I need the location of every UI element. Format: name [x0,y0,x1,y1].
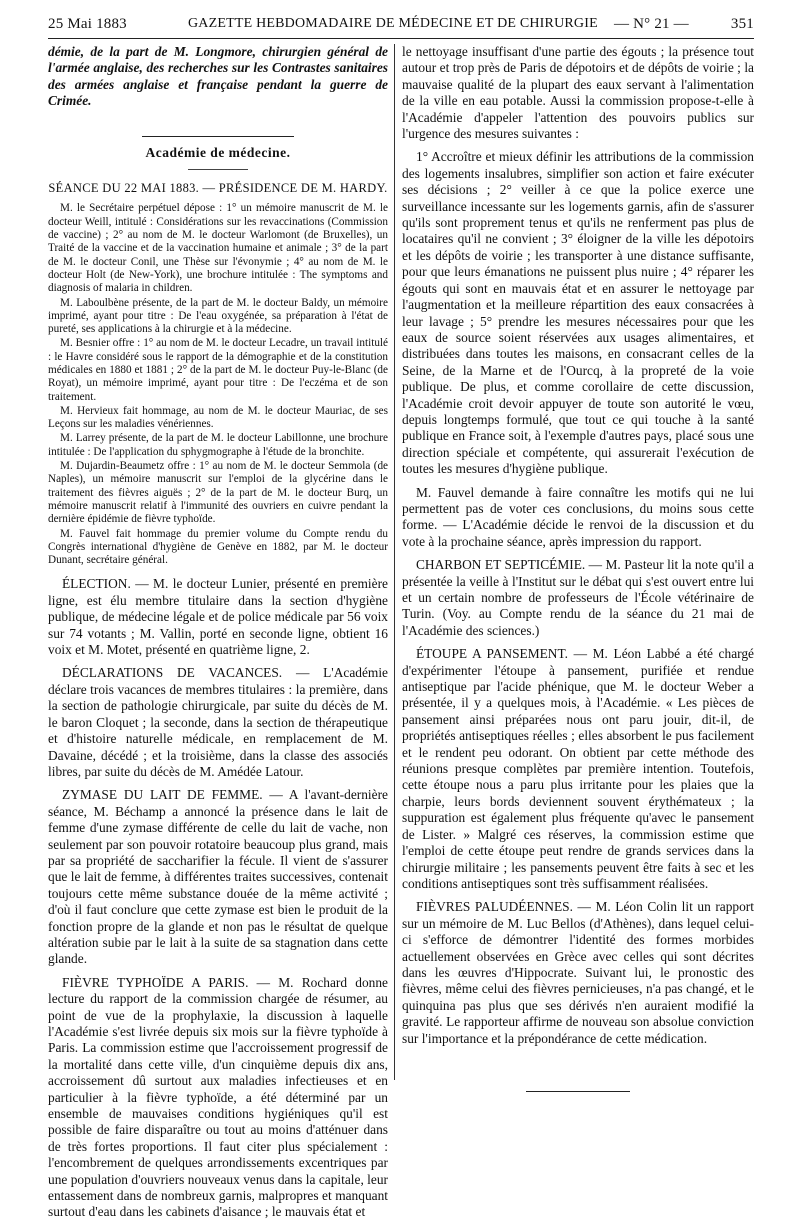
zymase-paragraph: ZYMASE DU LAIT DE FEMME. — A l'avant-dernière séance, M. Béchamp a annoncé la présence dans le lait de femme d'une zymase différente de celle du lait de vache, non seulement par son pouvoir rotatoire beaucoup plus grand, mais par sa propriété de saccharifier la fécule. Il vient de s'assurer que le lait de femme, à différentes traites successives, contenait toujours cette même substance douée de la même activité ; d'où il faut conclure que cette zymase est bien le produit de la fonction propre de la glande et non pas le résultat de quelque altération subie par le lait à la suite de sa stagnation dans cette glande. [48,787,388,967]
etoupe-paragraph: ÉTOUPE A PANSEMENT. — M. Léon Labbé a été chargé d'expérimenter l'étoupe à pansement, purifiée et rendue antiseptique par l'acide phénique, que M. le docteur Weber a présentée, il y a quelques mois, à l'Académie. « Les pièces de pansement ainsi préparées nous ont paru jouir, dit-il, de propriétés antiseptiques réelles ; elles absorbent le pus facilement et le rendent peu odorant. On obtient par cette méthode des réunions presque complètes par première intention. Toutefois, cette étoupe nous a paru plus irritante pour les plaies que la charpie, leurs bords deviennent souvent érythémateux ; la suppuration est également plus fréquente qu'avec le pansement de Lister. » Malgré ces réserves, la commission estime que l'emploi de cette étoupe peut rendre de grands services dans la chirurgie militaire ; les pansements peuvent être faits à sec et les conditions antiseptiques sont très suffisamment réalisées. [402,646,754,891]
fievres-paragraph: FIÈVRES PALUDÉENNES. — M. Léon Colin lit un rapport sur un mémoire de M. Luc Bellos (d'Athènes), dans lequel celui-ci s'efforce de démontrer l'identité des formes morbides actuellement observées en Grèce avec celles qui sont décrites dans les œuvres d'Hippocrate. Suivant lui, le pronostic des fièvres, même celui des fièvres pernicieuses, n'a pas changé, et le quinquina pas plus que ses dérivés n'en auraient modifié la gravité. Le rapporteur affirme de nouveau son absolue conviction sur l'importance et la prépondérance de cette médication. [402,899,754,1046]
section-separator [142,136,294,137]
typhoid-paragraph: FIÈVRE TYPHOÏDE A PARIS. — M. Rochard donne lecture du rapport de la commission chargée de résumer, au point de vue de la prophylaxie, la discussion à laquelle l'Académie s'est livrée depuis six mois sur la fièvre typhoïde à Paris. La commission estime que l'accroissement progressif de la mortalité dans cette ville, d'un cinquième depuis dix ans, accroissement dû surtout aux maladies infectieuses et en particulier à la fièvre typhoïde, a été déterminé par un ensemble de mauvaises conditions hygiéniques qu'il est possible de faire disparaître ou tout au moins d'atténuer dans de très fortes proportions. Il faut citer plus spécialement : l'encombrement de quelques arrondissements excentriques par une population d'ouvriers nouveaux venus dans la capitale, leur entassement dans de nombreux garnis, malpropres et manquant surtout d'eau dans les cabinets d'aisance ; le mauvais état et [48,974,388,1220]
fauvel-paragraph: M. Fauvel demande à faire connaître les motifs qui ne lui permettent pas de voter ces conclusions, du moins sous cette forme. — L'Académie décide le renvoi de la discussion et du vote à la prochaine séance, après impression du rapport. [402,484,754,549]
running-header [48,12,754,36]
header-rule [48,38,754,39]
note-item: M. Besnier offre : 1° au nom de M. le docteur Lecadre, un travail intitulé : le Havre considéré sous le rapport de la démographie et de la constitution médicales en 1880 et 1881 ; 2° de la part de M. le docteur Puy-le-Blanc (de Royat), un mémoire imprimé, ayant pour titre : De l'eczéma et de son traitement. [48,337,388,403]
issue-number: — N° 21 — [614,16,689,32]
notes-block [48,202,388,567]
charbon-paragraph: CHARBON ET SEPTICÉMIE. — M. Pasteur lit la note qu'il a présentée la veille à l'Institut sur le débat qui s'est ouvert entre lui et un certain nombre de professeurs de l'École vétérinaire de Turin. (Voy. au Compte rendu de la séance du 21 mai de l'Académie des sciences.) [402,557,754,638]
election-paragraph: ÉLECTION. — M. le docteur Lunier, présenté en première ligne, est élu membre titulaire dans la section d'hygiène publique, de médecine légale et de police médicale par 56 voix sur 74 votants ; M. Vallin, porté en seconde ligne, obtient 16 voix et M. Motet, présenté en quatrième ligne, 2. [48,576,388,658]
section-title: Académie de médecine. [145,144,291,160]
journal-title: GAZETTE HEBDOMADAIRE DE MÉDECINE ET DE CHIRURGIE [188,16,598,31]
issue-date: 25 Mai 1883 [48,16,127,32]
note-item: M. le Secrétaire perpétuel dépose : 1° un mémoire manuscrit de M. le docteur Weill, intitulé : Considérations sur les revaccinations (Commission de vaccine) ; 2° au nom de M. le docteur Warlomont (de Bruxelles), un Traité de la vaccine et de la vaccination humaine et animale ; 3° de la part de M. le docteur Conil, une Thèse sur l'évonymie ; 4° au nom de M. le docteur Holt (de New-York), une brochure intitulée : The symptoms and diagnosis of malaria in children. [48,202,388,295]
page-number: 351 [730,16,754,32]
note-item: M. Larrey présente, de la part de M. le docteur Labillonne, une brochure intitulée : De l'application du sphygmographe à l'étude de la bronchite. [48,432,388,458]
intro-paragraph: démie, de la part de M. Longmore, chirurgien général de l'armée anglaise, des recherches sur les Contrastes sanitaires des armées anglaise et française pendant la guerre de Crimée. [48,44,388,109]
measures-paragraph: 1° Accroître et mieux définir les attributions de la commission des logements insalubres, simplifier son action et faire exécuter ses décisions ; 2° veiller à ce que la police exerce une surveillance incessante sur les logements garnis, afin de s'assurer qu'ils sont proprement tenus et qu'ils ne renferment pas plus de locataires qu'il ne convient ; 3° éloigner de la ville les dépotoirs et les dépôts de voirie ; les transporter à une distance suffisante, pour que leurs émanations ne puissent plus nuire ; 4° réparer les égouts qui sont en mauvais état et en assurer le nettoyage par l'augmentation et la meilleure répartition des eaux consacrées à leur lavage ; 5° prendre les mesures nécessaires pour que les eaux de source soient réservées aux usages alimentaires, et distribuées dans toutes les maisons, en consacrant celles de la Seine, de la Marne et de l'Ourcq, à la propreté de la voie publique. De plus, et comme corollaire de cette discussion, l'Académie croit devoir appuyer de toute son autorité le vœu, depuis longtemps formulé, que tout ce qui touche à la santé publique en France soit, à l'exemple d'autres pays, placé sous une direction spéciale et compétente, qui assurerait l'exécution de toutes les mesures d'hygiène publique. [402,149,754,477]
session-line: SÉANCE DU 22 MAI 1883. — PRÉSIDENCE DE M. HARDY. [48,181,388,196]
end-rule [526,1091,630,1092]
vacancies-paragraph: DÉCLARATIONS DE VACANCES. — L'Académie déclare trois vacances de membres titulaires : la première, dans la section de pathologie chirurgicale, par suite du décès de M. le baron Cloquet ; la seconde, dans la section de thérapeutique et d'histoire naturelle médicale, en remplacement de M. Davaine, décédé ; et la troisième, dans la classe des associés libres, par suite du décès de M. Amédée Latour. [48,665,388,779]
note-item: M. Fauvel fait hommage du premier volume du Compte rendu du Congrès international d'hygiène de Genève en 1882, par M. le docteur Dunant, secrétaire général. [48,527,388,567]
column-divider [394,44,395,1080]
continuation-paragraph: le nettoyage insuffisant d'une partie des égouts ; la présence tout autour et trop près de Paris de dépotoirs et de dépôts de voirie ; la mauvaise qualité de la plupart des eaux servant à l'alimentation de la ville en eau potable. Aussi la commission propose-t-elle à l'Académie d'appeler l'attention des pouvoirs publics sur l'urgence des mesures suivantes : [402,44,754,142]
title-underline [188,169,248,170]
left-column [48,44,388,1228]
note-item: M. Hervieux fait hommage, au nom de M. le docteur Mauriac, de ses Leçons sur les maladies vénériennes. [48,404,388,431]
note-item: M. Dujardin-Beaumetz offre : 1° au nom de M. le docteur Semmola (de Naples), un mémoire manuscrit sur l'emploi de la glycérine dans le traitement des fièvres aiguës ; 2° de la part de M. le docteur Burq, un mémoire manuscrit relatif à l'immunité des ouvriers en cuivre pendant la dernière épidémie de fièvre typhoïde. [48,460,388,526]
right-column [402,44,754,1092]
note-item: M. Laboulbène présente, de la part de M. le docteur Baldy, un mémoire imprimé, ayant pour titre : De l'eau oxygénée, sa préparation à l'état de pureté, ses applications à la chirurgie et à la médecine. [48,296,388,336]
